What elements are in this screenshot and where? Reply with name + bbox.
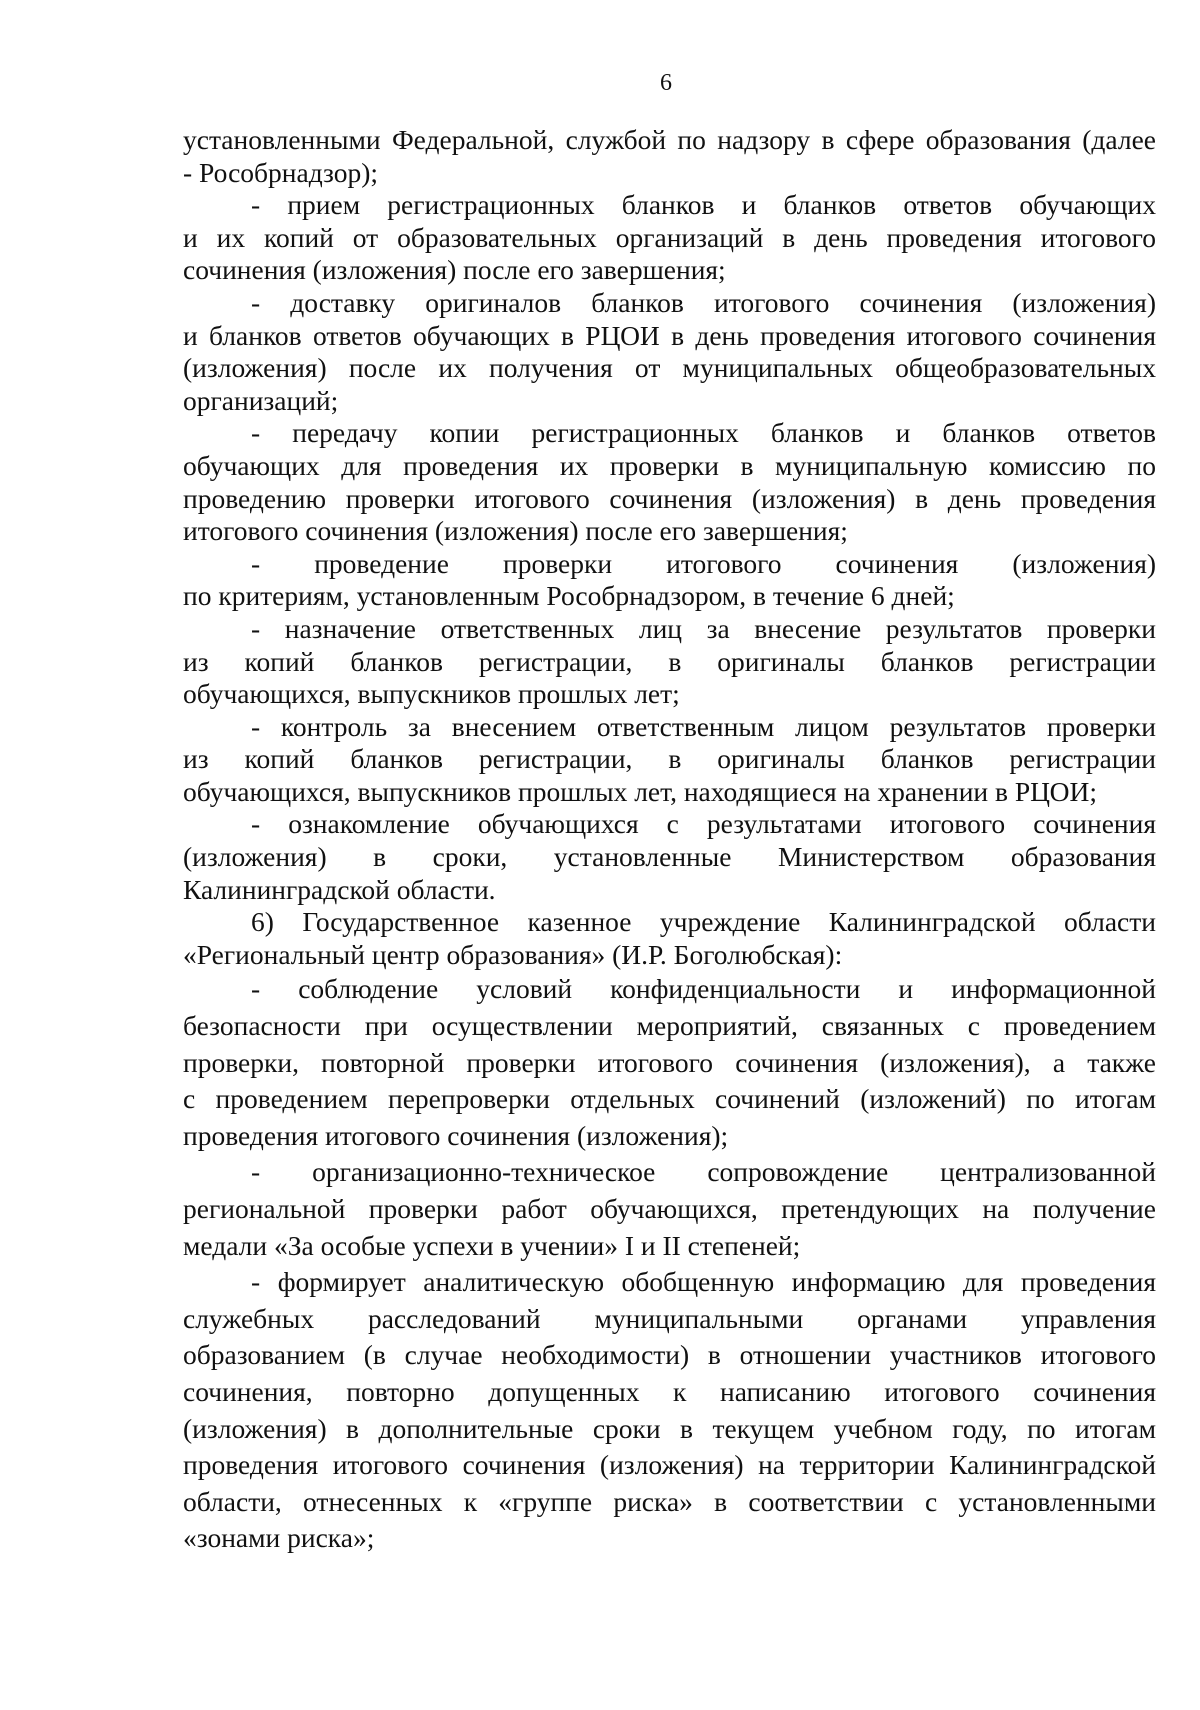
text-line: сочинения, повторно допущенных к написанию итогового сочинения <box>183 1375 1156 1407</box>
text-line: - передачу копии регистрационных бланков и бланков ответов <box>251 417 1156 449</box>
paragraph <box>183 808 1156 906</box>
text-line: 6) Государственное казенное учреждение Калининградской области <box>251 906 1156 938</box>
text-line: по критериям, установленным Рособрнадзором, в течение 6 дней; <box>183 580 955 612</box>
text-line: итогового сочинения (изложения) после его завершения; <box>183 515 848 547</box>
text-line: - формирует аналитическую обобщенную информацию для проведения <box>251 1266 1156 1298</box>
text-line: из копий бланков регистрации, в оригиналы бланков регистрации <box>183 645 1156 677</box>
paragraph <box>183 124 1156 189</box>
text-line: (изложения) в дополнительные сроки в текущем учебном году, по итогам <box>183 1412 1156 1444</box>
text-line: «Региональный центр образования» (И.Р. Боголюбская): <box>183 938 843 970</box>
text-line: - назначение ответственных лиц за внесение результатов проверки <box>251 612 1156 644</box>
text-line: и бланков ответов обучающих в РЦОИ в день проведения итогового сочинения <box>183 319 1156 351</box>
text-line: проведения итогового сочинения (изложения) на территории Калининградской <box>183 1449 1156 1481</box>
text-line: Калининградской области. <box>183 873 496 905</box>
text-line: безопасности при осуществлении мероприятий, связанных с проведением <box>183 1010 1156 1042</box>
text-line: организаций; <box>183 384 339 416</box>
paragraph <box>183 1264 1156 1557</box>
text-line: - прием регистрационных бланков и бланков ответов обучающих <box>251 189 1156 221</box>
text-line: обучающихся, выпускников прошлых лет, находящиеся на хранении в РЦОИ; <box>183 775 1098 807</box>
paragraph <box>183 287 1156 417</box>
paragraph <box>183 906 1156 971</box>
text-line: - ознакомление обучающихся с результатами итогового сочинения <box>251 808 1156 840</box>
text-line: (изложения) после их получения от муниципальных общеобразовательных <box>183 352 1156 384</box>
text-line: - контроль за внесением ответственным лицом результатов проверки <box>251 710 1156 742</box>
paragraph <box>183 417 1156 547</box>
page-number: 6 <box>660 70 672 96</box>
paragraph <box>183 1154 1156 1264</box>
text-line: «зонами риска»; <box>183 1522 375 1554</box>
text-line: проведению проверки итогового сочинения (изложения) в день проведения <box>183 482 1156 514</box>
text-line: установленными Федеральной, службой по надзору в сфере образования (далее <box>183 124 1156 155</box>
text-line: служебных расследований муниципальными органами управления <box>183 1302 1156 1334</box>
text-line: области, отнесенных к «группе риска» в соответствии с установленными <box>183 1485 1156 1517</box>
text-line: образованием (в случае необходимости) в отношении участников итогового <box>183 1339 1156 1371</box>
paragraph <box>183 548 1156 613</box>
text-line: медали «За особые успехи в учении» I и II степеней; <box>183 1229 801 1261</box>
text-line: из копий бланков регистрации, в оригиналы бланков регистрации <box>183 743 1156 775</box>
paragraph <box>183 189 1156 287</box>
text-line: региональной проверки работ обучающихся, претендующих на получение <box>183 1193 1156 1224</box>
paragraph <box>183 711 1156 809</box>
paragraph <box>183 971 1156 1154</box>
text-line: - Рособрнадзор); <box>183 156 379 188</box>
paragraph <box>183 613 1156 711</box>
text-line: сочинения (изложения) после его завершения; <box>183 254 726 286</box>
text-line: проведения итогового сочинения (изложения); <box>183 1119 729 1151</box>
text-line: и их копий от образовательных организаций в день проведения итогового <box>183 221 1156 253</box>
text-line: с проведением перепроверки отдельных сочинений (изложений) по итогам <box>183 1083 1156 1115</box>
text-line: - организационно-техническое сопровождение централизованной <box>251 1156 1156 1188</box>
text-line: обучающих для проведения их проверки в муниципальную комиссию по <box>183 449 1156 481</box>
text-line: проверки, повторной проверки итогового сочинения (изложения), а также <box>183 1046 1156 1078</box>
text-line: (изложения) в сроки, установленные Министерством образования <box>183 841 1156 873</box>
text-line: обучающихся, выпускников прошлых лет; <box>183 678 680 710</box>
text-line: - соблюдение условий конфиденциальности и информационной <box>251 973 1156 1005</box>
document-body <box>183 124 1156 1557</box>
text-line: - доставку оригиналов бланков итогового сочинения (изложения) <box>251 286 1156 318</box>
text-line: - проведение проверки итогового сочинения (изложения) <box>251 547 1156 579</box>
